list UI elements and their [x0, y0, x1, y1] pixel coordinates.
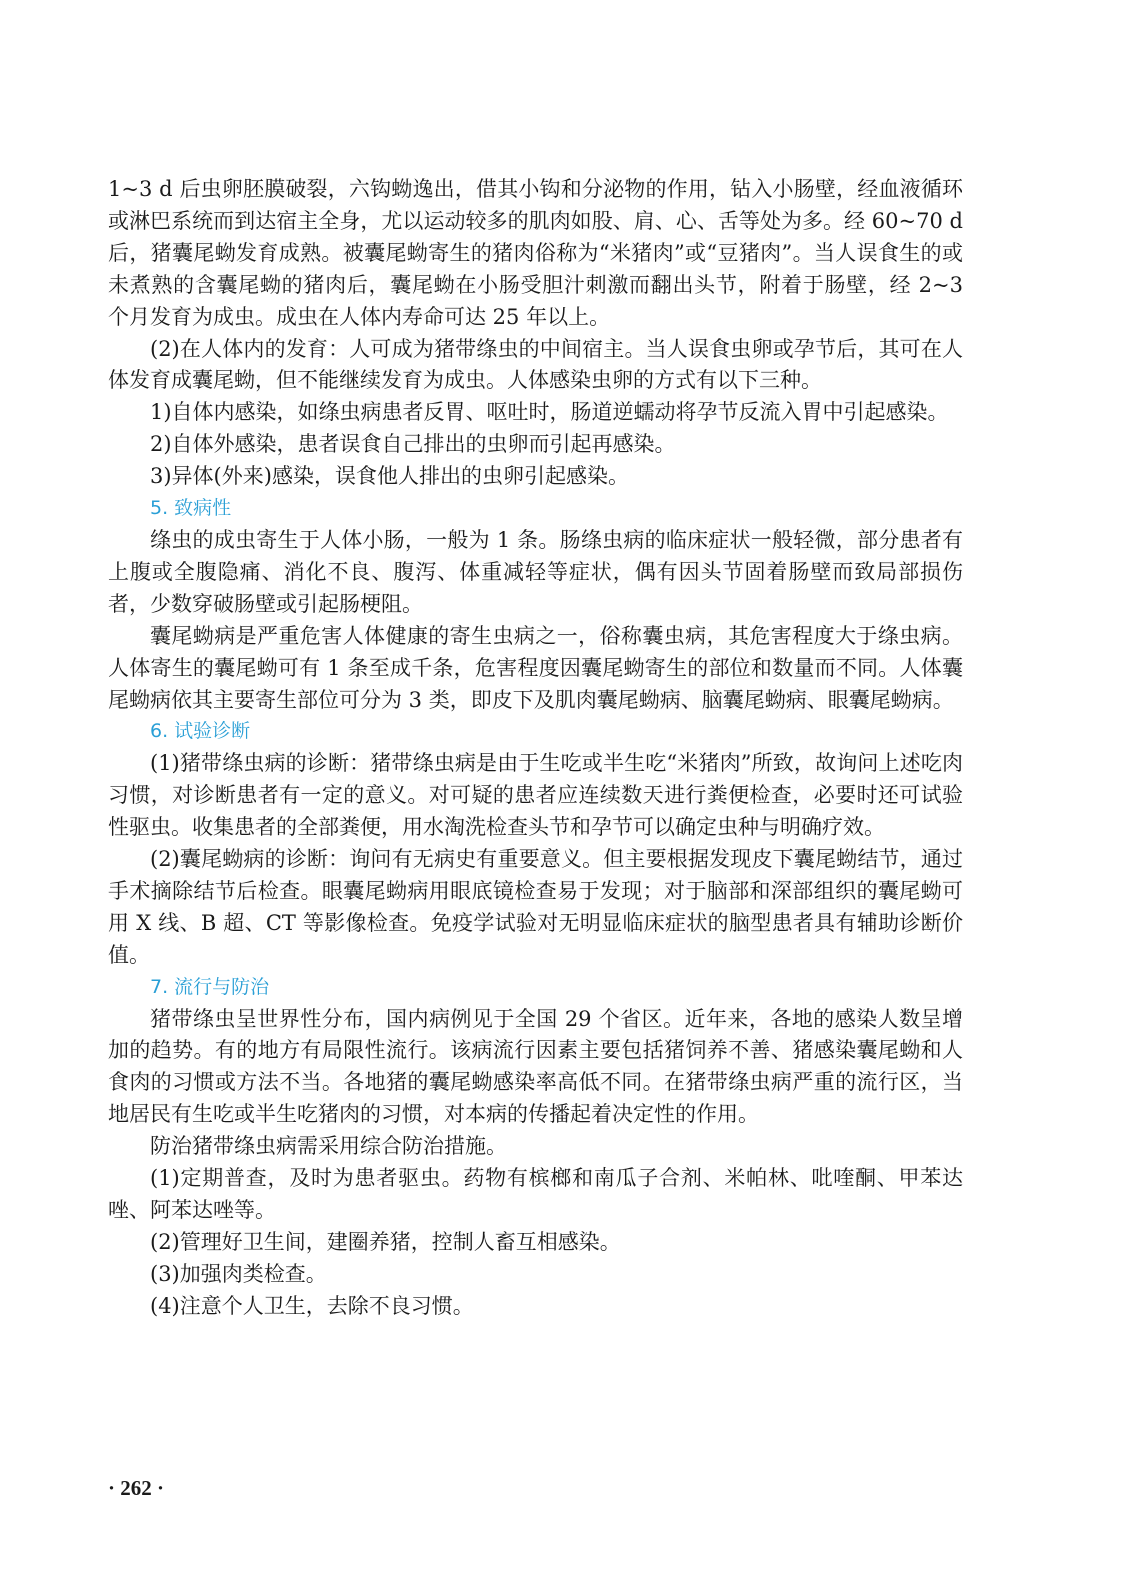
page-body: [108, 174, 963, 1323]
section-heading-epidemiology: 7. 流行与防治: [150, 975, 270, 998]
paragraph-human-development: (2)在人体内的发育：人可成为猪带绦虫的中间宿主。当人误食虫卵或孕节后，其可在人体发育成囊尾蚴，但不能继续发育为成虫。人体感染虫卵的方式有以下三种。: [108, 336, 963, 393]
paragraph-cysticercosis: 囊尾蚴病是严重危害人体健康的寄生虫病之一，俗称囊虫病，其危害程度大于绦虫病。人体寄生的囊尾蚴可有 1 条至成千条，危害程度因囊尾蚴寄生的部位和数量而不同。人体囊尾蚴病依其主要寄生部位可分为 3 类，即皮下及肌肉囊尾蚴病、脑囊尾蚴病、眼囊尾蚴病。: [108, 623, 963, 712]
paragraph-prevention-intro: 防治猪带绦虫病需采用综合防治措施。: [150, 1134, 507, 1159]
paragraph-adult-pathogenicity: 绦虫的成虫寄生于人体小肠，一般为 1 条。肠绦虫病的临床症状一般轻微，部分患者有上腹或全腹隐痛、消化不良、腹泻、体重减轻等症状，偶有因头节固着肠壁而致局部损伤者，少数穿破肠壁或引起肠梗阻。: [108, 527, 963, 616]
list-item-prevention-4: (4)注意个人卫生，去除不良习惯。: [150, 1293, 474, 1318]
list-item-prevention-1: (1)定期普查，及时为患者驱虫。药物有槟榔和南瓜子合剂、米帕林、吡喹酮、甲苯达唑、阿苯达唑等。: [108, 1166, 963, 1222]
list-item-autoinfection-external: 2)自体外感染，患者误食自己排出的虫卵而引起再感染。: [150, 432, 676, 457]
section-heading-pathogenicity: 5. 致病性: [150, 497, 232, 520]
paragraph-taeniasis-diagnosis: (1)猪带绦虫病的诊断：猪带绦虫病是由于生吃或半生吃“米猪肉”所致，故询问上述吃肉习惯，对诊断患者有一定的意义。对可疑的患者应连续数天进行粪便检查，必要时还可试验性驱虫。收集患者的全部粪便，用水淘洗检查头节和孕节可以确定虫种与明确疗效。: [108, 751, 963, 840]
list-item-prevention-2: (2)管理好卫生间，建圈养猪，控制人畜互相感染。: [150, 1229, 621, 1254]
page-number: · 262 ·: [108, 1476, 165, 1500]
paragraph-larval-development: 1~3 d 后虫卵胚膜破裂，六钩蚴逸出，借其小钩和分泌物的作用，钻入小肠壁，经血液循环或淋巴系统而到达宿主全身，尤以运动较多的肌肉如股、肩、心、舌等处为多。经 60~70 d 后，猪囊尾蚴发育成熟。被囊尾蚴寄生的猪肉俗称为“米猪肉”或“豆猪肉”。当人误食生的或未煮熟的含囊尾蚴的猪肉后，囊尾蚴在小肠受胆汁刺激而翻出头节，附着于肠壁，经 2~3 个月发育为成虫。成虫在人体内寿命可达 25 年以上。: [108, 177, 963, 329]
list-item-prevention-3: (3)加强肉类检查。: [150, 1261, 327, 1286]
section-heading-diagnosis: 6. 试验诊断: [150, 720, 251, 743]
paragraph-epidemiology: 猪带绦虫呈世界性分布，国内病例见于全国 29 个省区。近年来，各地的感染人数呈增加的趋势。有的地方有局限性流行。该病流行因素主要包括猪饲养不善、猪感染囊尾蚴和人食肉的习惯或方法不当。各地猪的囊尾蚴感染率高低不同。在猪带绦虫病严重的流行区，当地居民有生吃或半生吃猪肉的习惯，对本病的传播起着决定性的作用。: [108, 1006, 963, 1127]
list-item-heteroinfection: 3)异体(外来)感染，误食他人排出的虫卵引起感染。: [150, 464, 629, 489]
list-item-autoinfection-internal: 1)自体内感染，如绦虫病患者反胃、呕吐时，肠道逆蠕动将孕节反流入胃中引起感染。: [150, 400, 949, 425]
paragraph-cysticercosis-diagnosis: (2)囊尾蚴病的诊断：询问有无病史有重要意义。但主要根据发现皮下囊尾蚴结节，通过手术摘除结节后检查。眼囊尾蚴病用眼底镜检查易于发现；对于脑部和深部组织的囊尾蚴可用 X 线、B 超、CT 等影像检查。免疫学试验对无明显临床症状的脑型患者具有辅助诊断价值。: [108, 847, 963, 967]
